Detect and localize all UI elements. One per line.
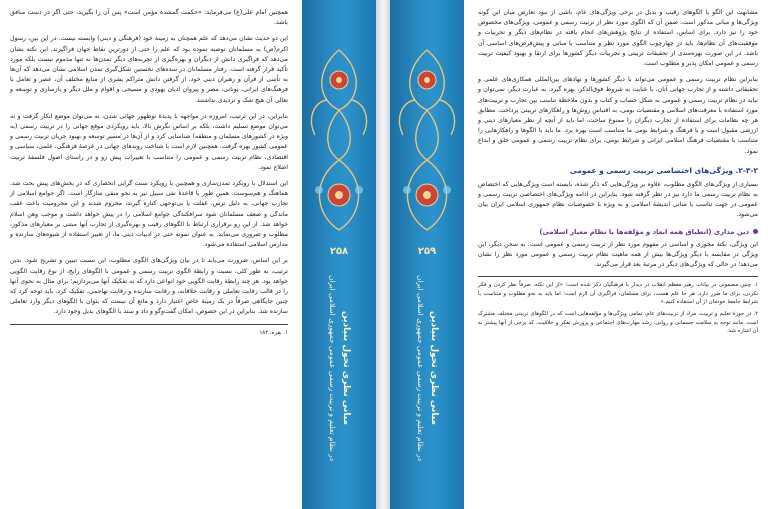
bullet-dot-icon [753,229,758,234]
right-banner-title-main: مبانی نظری تحول بنیادین [429,310,439,426]
bullet-heading-text: دین مداری (انطباق همه ابعاد و مؤلفه‌ها با نظام معیار اسلامی) [539,227,749,236]
left-paragraph-1: همچنین امام علی(ع) می‌فرماید: «حکمت گمشدهٔ مؤمن است» پس آن را بگیرید، حتی اگر در دست منافق باشد. [10,9,288,27]
left-paragraph-3: بنابراین، در این ترتیب، امروزه در مواجهه با پدیدهٔ نوظهور جهانی شدن، نه می‌توان موضع انکار گرفت و نه می‌توان موضع تسلیم داشت، بلکه بر اساس نگرش بالا، باید رویکردی موقع جهانی را در تربیت رسمی (به ویژه در کشورهای مسلمان و منطقه) شناسایی کرد و از آن‌ها در مسیر توسعه و بهبود جریان تربیت رسمی و عمومی کشور بهره گرفت. همچنین لازم است با شناخت روندهای جهانی در عرصهٔ فرهنگی، علمی، سیاسی و اقتصادی، نظام تربیت رسمی و عمومی را متناسب با تغییرات پیش رو و در راستای اصول فلسفهٔ تربیت اصلاح نمود. [10,112,288,171]
left-paragraph-2: این دو حدیث نشان می‌دهد که علم همچنان به زمینهٔ خود (فرهنگی و دینی) وابسته نیست. در این بین، رسول اکرم(ص) به مسلمانان توصیه نموده بود که علم را حتی از دورترین نقاط جهان فراگیرند. این نکته نشان می‌دهد که فراگیری دانش از دیگران و بهره‌گیری از تجربه‌های دیگر تمدن‌ها نه تنها مذموم نیست بلکه مورد تأکید قرار گرفته است. رفتار مسلمانان در سده‌های نخستین شکل‌گیری تمدن اسلامی نشان می‌دهد که آن‌ها به تأسی از قرآن و رهبران دینی خود، از گرفتن دانش متراکم بشری از منابع مختلف آن، عصر و تعامل با فرهنگ‌های ایرانی، یونانی، مصر و پیروان ادیان یهودی و مسیحی و اقوام و ملل دیگر و بازسازی و توسعه و تعالی آن هیچ شک و تردیدی نداشتند. [10,35,288,104]
page-number-259: ۲۵۹ [417,246,437,257]
section-paragraph: بسیاری از ویژگی‌های الگوی مطلوب، علاوه بر ویژگی‌هایی که ذکر شده، بایسته است ویژگی‌هایی که اختصاص به نظام تربیت رسمی ما دارد نیز در نظر گرفته شود. بنابراین در ادامه ویژگی‌های اختصاصی تربیت رسمی و عمومی در جهت تناسب با مبانی اندیشهٔ اسلامی و به ویژه با خصوصیات نظام جمهوری اسلامی ایران بیان می‌شود. [478,180,758,219]
right-banner [390,0,464,509]
section-heading: ۲-۳-۲. ویژگی‌های اختصاصی تربیت رسمی و عمومی [569,165,758,175]
bullet-paragraph: این ویژگی، نکتهٔ محوری و اساسی در مفهوم مورد نظر از تربیت رسمی و عمومی است. به سخن دیگر، این ویژگی در مقایسه با دیگر ویژگی‌ها بیش از همه ماهیت نظام تربیت رسمی و عمومی مورد نظر را نشان می‌دهد؛ در حالی که ویژگی‌های دیگر در مرتبهٔ بعد قرار می‌گیرند. [478,240,758,269]
right-banner-title [414,275,440,461]
book-gutter [376,0,390,509]
left-banner [302,0,376,509]
left-banner-title-main: مبانی نظری تحول بنیادین [341,310,351,426]
footnote-divider [478,276,758,277]
bullet-heading [478,227,758,237]
footnote-divider [10,324,288,325]
right-page [464,0,768,509]
right-footnote-2: ۲. در حوزهٔ تعلیم و تربیت، مراد از تربیت‌های عام، تمامی ویژگی‌ها و مؤلفه‌هایی است که در الگوهای تربیتی مختلف مشترک است. مانند توجه به سلامت جسمانی و روانی، رشد مهارت‌های اجتماعی و پرورش تفکر و خلاقیت، که برخی از آنها پیشتر به آن اشاره شد. [478,311,758,335]
left-banner-title [326,275,352,461]
right-paragraph-2: بنابراین نظام تربیت رسمی و عمومی می‌تواند با دیگر کشورها و نهادهای بین‌المللی همکاری‌های علمی و تحقیقاتی داشته و از تجارب جهانی آنان، با عنایت به شروط فوق‌الذکر، بهره گیرد. به عبارت دیگر، نمی‌توان و نباید در نظام تربیت رسمی و عمومی به شکل حساب و کتاب و بدون ملاحظهٔ تناسب بین تجارب و تربیت‌های مورد استفاده با معرفت‌های اسلامی و مقتضیات بومی، به اقتباس روش‌ها و راهکارهای تربیتی پرداخت. مطابق هر چه نظامات برای استفاده از تجارب دیگران را ممنوع ساخت، اما باید از آنچه از نظر معیارهای دینی و ارزشی مقبول است و با فرهنگ و شرایط بومی ما متناسب است بهره برد. ما باید با الگوها و راهکارهایی را متناسب با مقتضیات فرهنگ اسلامی ایرانی و شرایط بومی، برای نظام تربیت رسمی و عمومی خلق و ابداع نمود. [478,76,758,155]
left-paragraph-4: این استدلال با رویکرد تمدن‌سازی و همچنین با رویکرد سنت گرایی انحصاری که در بخش‌های پیش بحث شد، هماهنگ و هم‌سوست. همین طور با قاعدهٔ نفی سبیل نیز به نحو منفی سازگار است. اگر جوامع اسلامی از تجارب جهانی، به دلیل ترس، غفلت یا بی‌توجهی کناره گیرند، محروم شدند و این محرومیت باعث عقب ماندگی و ضعف مسلمانان شود سرافکندگی جوامع اسلامی را در پیش خواهد داشت و موجب وهن اسلام خواهد شد. از این رو برقراری ارتباط با الگوهای رقیب و بهره‌گیری از تجارب آنها مبتنی بر معیارهای مذکور، مطلوب و ضروری می‌نماید. به عنوان نمونه حتی در ادبیات دینی ما، از تعبیر استفاده از شیوه‌های سازنده و مدارس اسلامی استفاده می‌شود. [10,180,288,249]
left-page [0,0,302,509]
right-footnote-1: ۱. چنین مضمونی در بیانات رهبر معظم انقلاب در دیدار با فرهنگیان ذکر شده است؛ «از این نکته، صرفاً نظر کردن و فکر نکردن، برای ما ضرر دارد. هر جا علم هست، برای مسلمان، فراگیری آن لازم است؛ اما باید به نحو مطلوب و متناسب با شرایط جامعهٔ خودمان از آن استفاده کنیم.» [478,282,758,306]
left-banner-title-sub: در نظام تعلیم و تربیت رسمی عمومی جمهوری اسلامی ایران [328,274,337,462]
right-banner-title-sub: در نظام تعلیم و تربیت رسمی عمومی جمهوری اسلامی ایران [416,274,425,462]
left-footnote: ۱. بقره، ۱۸۴ [259,329,288,336]
page-number-258: ۲۵۸ [329,246,349,257]
right-paragraph-1: مشابهت این الگو با الگوهای رقیب و بدیل در برخی ویژگی‌های عام، ناشی از نبود تعارض میان این گونه ویژگی‌ها و مبانی مذکور است. ضمن آن که الگوی مورد نظر از تربیت رسمی و عمومی، ویژگی‌های مخصوص خود را نیز دارد. برای اساس، استفاده از نتایج پژوهش‌های انجام یافته در نظام‌های دیگر و تجربیات و موفقیت‌های آن نظام‌ها، باید در چهارچوب الگوی مورد نظر و متناسب با مبانی و پیش‌فرض‌های اساسی آن باشد. در این صورت بهره‌مندی از تحقیقات تربیتی و تجربیات دیگر کشورها برای ارتقا و بهبود کیفیت تربیت رسمی و عمومی امکان پذیر و مطلوب است. [478,9,758,68]
arabesque-ornament-icon [393,40,461,240]
left-paragraph-5: بر این اساس، ضرورت می‌یابد تا در بیان ویژگی‌های الگوی مطلوب، این نسبت تبیین و تشریح شود. بدین ترتیب، به طور کلی، نسبت و رابطهٔ الگوی تربیت رسمی و عمومی با الگوهای رایج، از نوع رقابت الگویی خواهد بود. هر چند رابطهٔ رقابت الگویی خود انواعی دارد که به تفکیک آنها می‌پردازیم؛ برای مثال به نحوی آنها را در قالب رقابت تعاملی و رقابت خلاقانه، و رقابت سازنده و رقابت تهاجمی، تفکیک کرد. باید توجه کرد که چنین جایگاهی صرفاً در یک زمینهٔ خاص اعتبار دارد و مانع آن نیست که بتوان با الگوهای دیگر وارد تعاملی سازنده شد. بنابراین در این خصوص، امکان گفت‌وگو و داد و ستد با الگوهای بدیل وجود دارد. [10,257,288,316]
arabesque-ornament-icon [305,40,373,240]
